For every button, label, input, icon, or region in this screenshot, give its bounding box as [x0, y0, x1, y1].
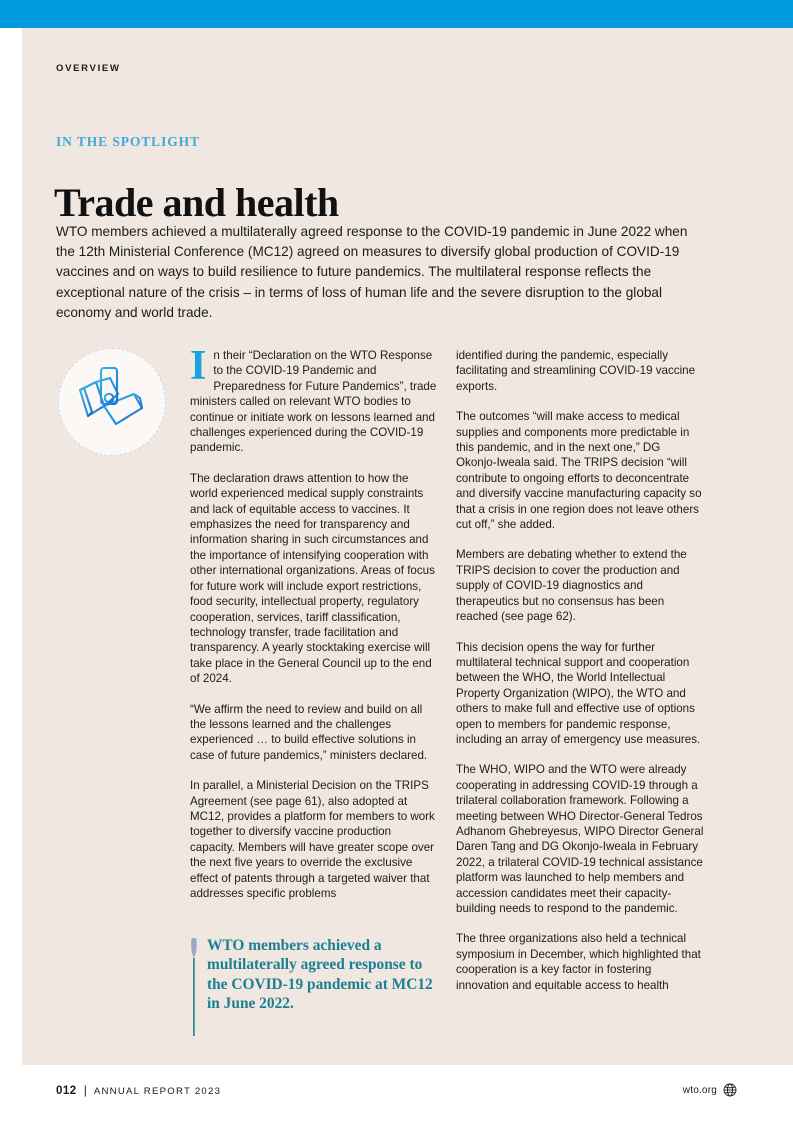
- paragraph: Members are debating whether to extend the TRIPS decision to cover the production and supply of COVID-19 diagnostics and therapeutics but no consensus has been reached (see page 62).: [456, 548, 687, 624]
- paragraph: This decision opens the way for further multilateral technical support and cooperation between the WHO, the World Intellectual Property Organization (WIPO), the WTO and others to make full and effective use of options open to members for pandemic response, including an array of emergency use measures.: [456, 640, 701, 746]
- vaccination-illustration: [58, 348, 166, 456]
- vaccination-arm-icon: [70, 360, 154, 444]
- paragraph: The declaration draws attention to how the world experienced medical supply constraints and lack of equitable access to vaccines. It emphasizes the need for transparency and information sharing in such circumstances and the importance of intensifying cooperation with other international organizations. Areas of focus for future work will include export restrictions, food security, intellectual property, regulatory cooperation, services, tariff classification, technology transfer, trade facilitation and transparency. A yearly stocktaking exercise will take place in the General Council up to the end of 2024.: [190, 471, 435, 686]
- pull-quote-text: WTO members achieved a multilaterally agreed response to the COVID-19 pandemic at MC12 in June 2022.: [207, 937, 433, 1013]
- pull-quote: [190, 938, 440, 1038]
- paragraph: “We affirm the need to review and build on all the lessons learned and the challenges experienced … to build effective solutions in case of future pandemics,” ministers declared.: [190, 702, 428, 762]
- website-url[interactable]: wto.org: [682, 1084, 717, 1096]
- paragraph: The outcomes “will make access to medical supplies and components more predictable in this pandemic, and in the next one,” DG Okonjo-Iweala said. The TRIPS decision “will contribute to ongoing efforts to deconcentrate and diversify vaccine manufacturing capacity so that a crisis in one region does not leave others cut off,” she added.: [456, 410, 702, 532]
- page-title: Trade and health: [54, 179, 339, 225]
- body-column-right: [456, 348, 704, 993]
- spotlight-kicker: IN THE SPOTLIGHT: [56, 134, 200, 149]
- footer-divider: |: [83, 1083, 87, 1097]
- report-label: ANNUAL REPORT 2023: [93, 1086, 222, 1097]
- paragraph: [190, 343, 438, 456]
- body-column-left: [190, 343, 438, 901]
- section-kicker: OVERVIEW: [56, 63, 121, 74]
- footer-right-group[interactable]: [683, 1083, 737, 1097]
- top-accent-bar: [0, 0, 793, 28]
- footer-left-group: [56, 1083, 221, 1097]
- standfirst-paragraph: WTO members achieved a multilaterally agreed response to the COVID-19 pandemic in June 2022 when the 12th Ministerial Conference (MC12) agreed on measures to diversify global production of COVID-19 vaccines and on ways to build resilience to future pandemics. The multilateral response reflects the exceptional nature of the crisis – in terms of loss of human life and the severe disruption to the global economy and world trade.: [56, 224, 688, 320]
- paragraph: In parallel, a Ministerial Decision on the TRIPS Agreement (see page 61), also adopted at MC12, provides a platform for members to work together to diversify vaccine production capacity. Members will have greater scope over the next five years to override the exclusive effect of patents through a targeted waiver that addresses specific problems: [190, 779, 435, 900]
- page-number: 012: [56, 1085, 77, 1097]
- left-margin-strip: [0, 28, 22, 1122]
- syringe-marker-icon: [190, 938, 198, 1036]
- paragraph: The three organizations also held a technical symposium in December, which highlighted that cooperation is a key factor in fostering innovation and equitable access to health: [456, 932, 701, 992]
- globe-icon: [723, 1083, 737, 1097]
- paragraph: identified during the pandemic, especially facilitating and streamlining COVID-19 vaccine exports.: [456, 349, 696, 393]
- paragraph-text: n their “Declaration on the WTO Response to the COVID-19 Pandemic and Preparedness for Future Pandemics”, trade ministers called on relevant WTO bodies to continue or initiate work on lessons learned and challenges experienced during the COVID-19 pandemic.: [190, 349, 437, 455]
- drop-cap: I: [190, 343, 207, 389]
- paragraph: The WHO, WIPO and the WTO were already cooperating in addressing COVID-19 through a trilateral collaboration framework. Following a meeting between WHO Director-General Tedros Adhanom Ghebreyesus, WIPO Director General Daren Tang and DG Okonjo-Iweala in February 2022, a trilateral COVID-19 technical assistance platform was launched to help members and accession candidates meet their capacity-building needs to respond to the pandemic.: [456, 763, 704, 915]
